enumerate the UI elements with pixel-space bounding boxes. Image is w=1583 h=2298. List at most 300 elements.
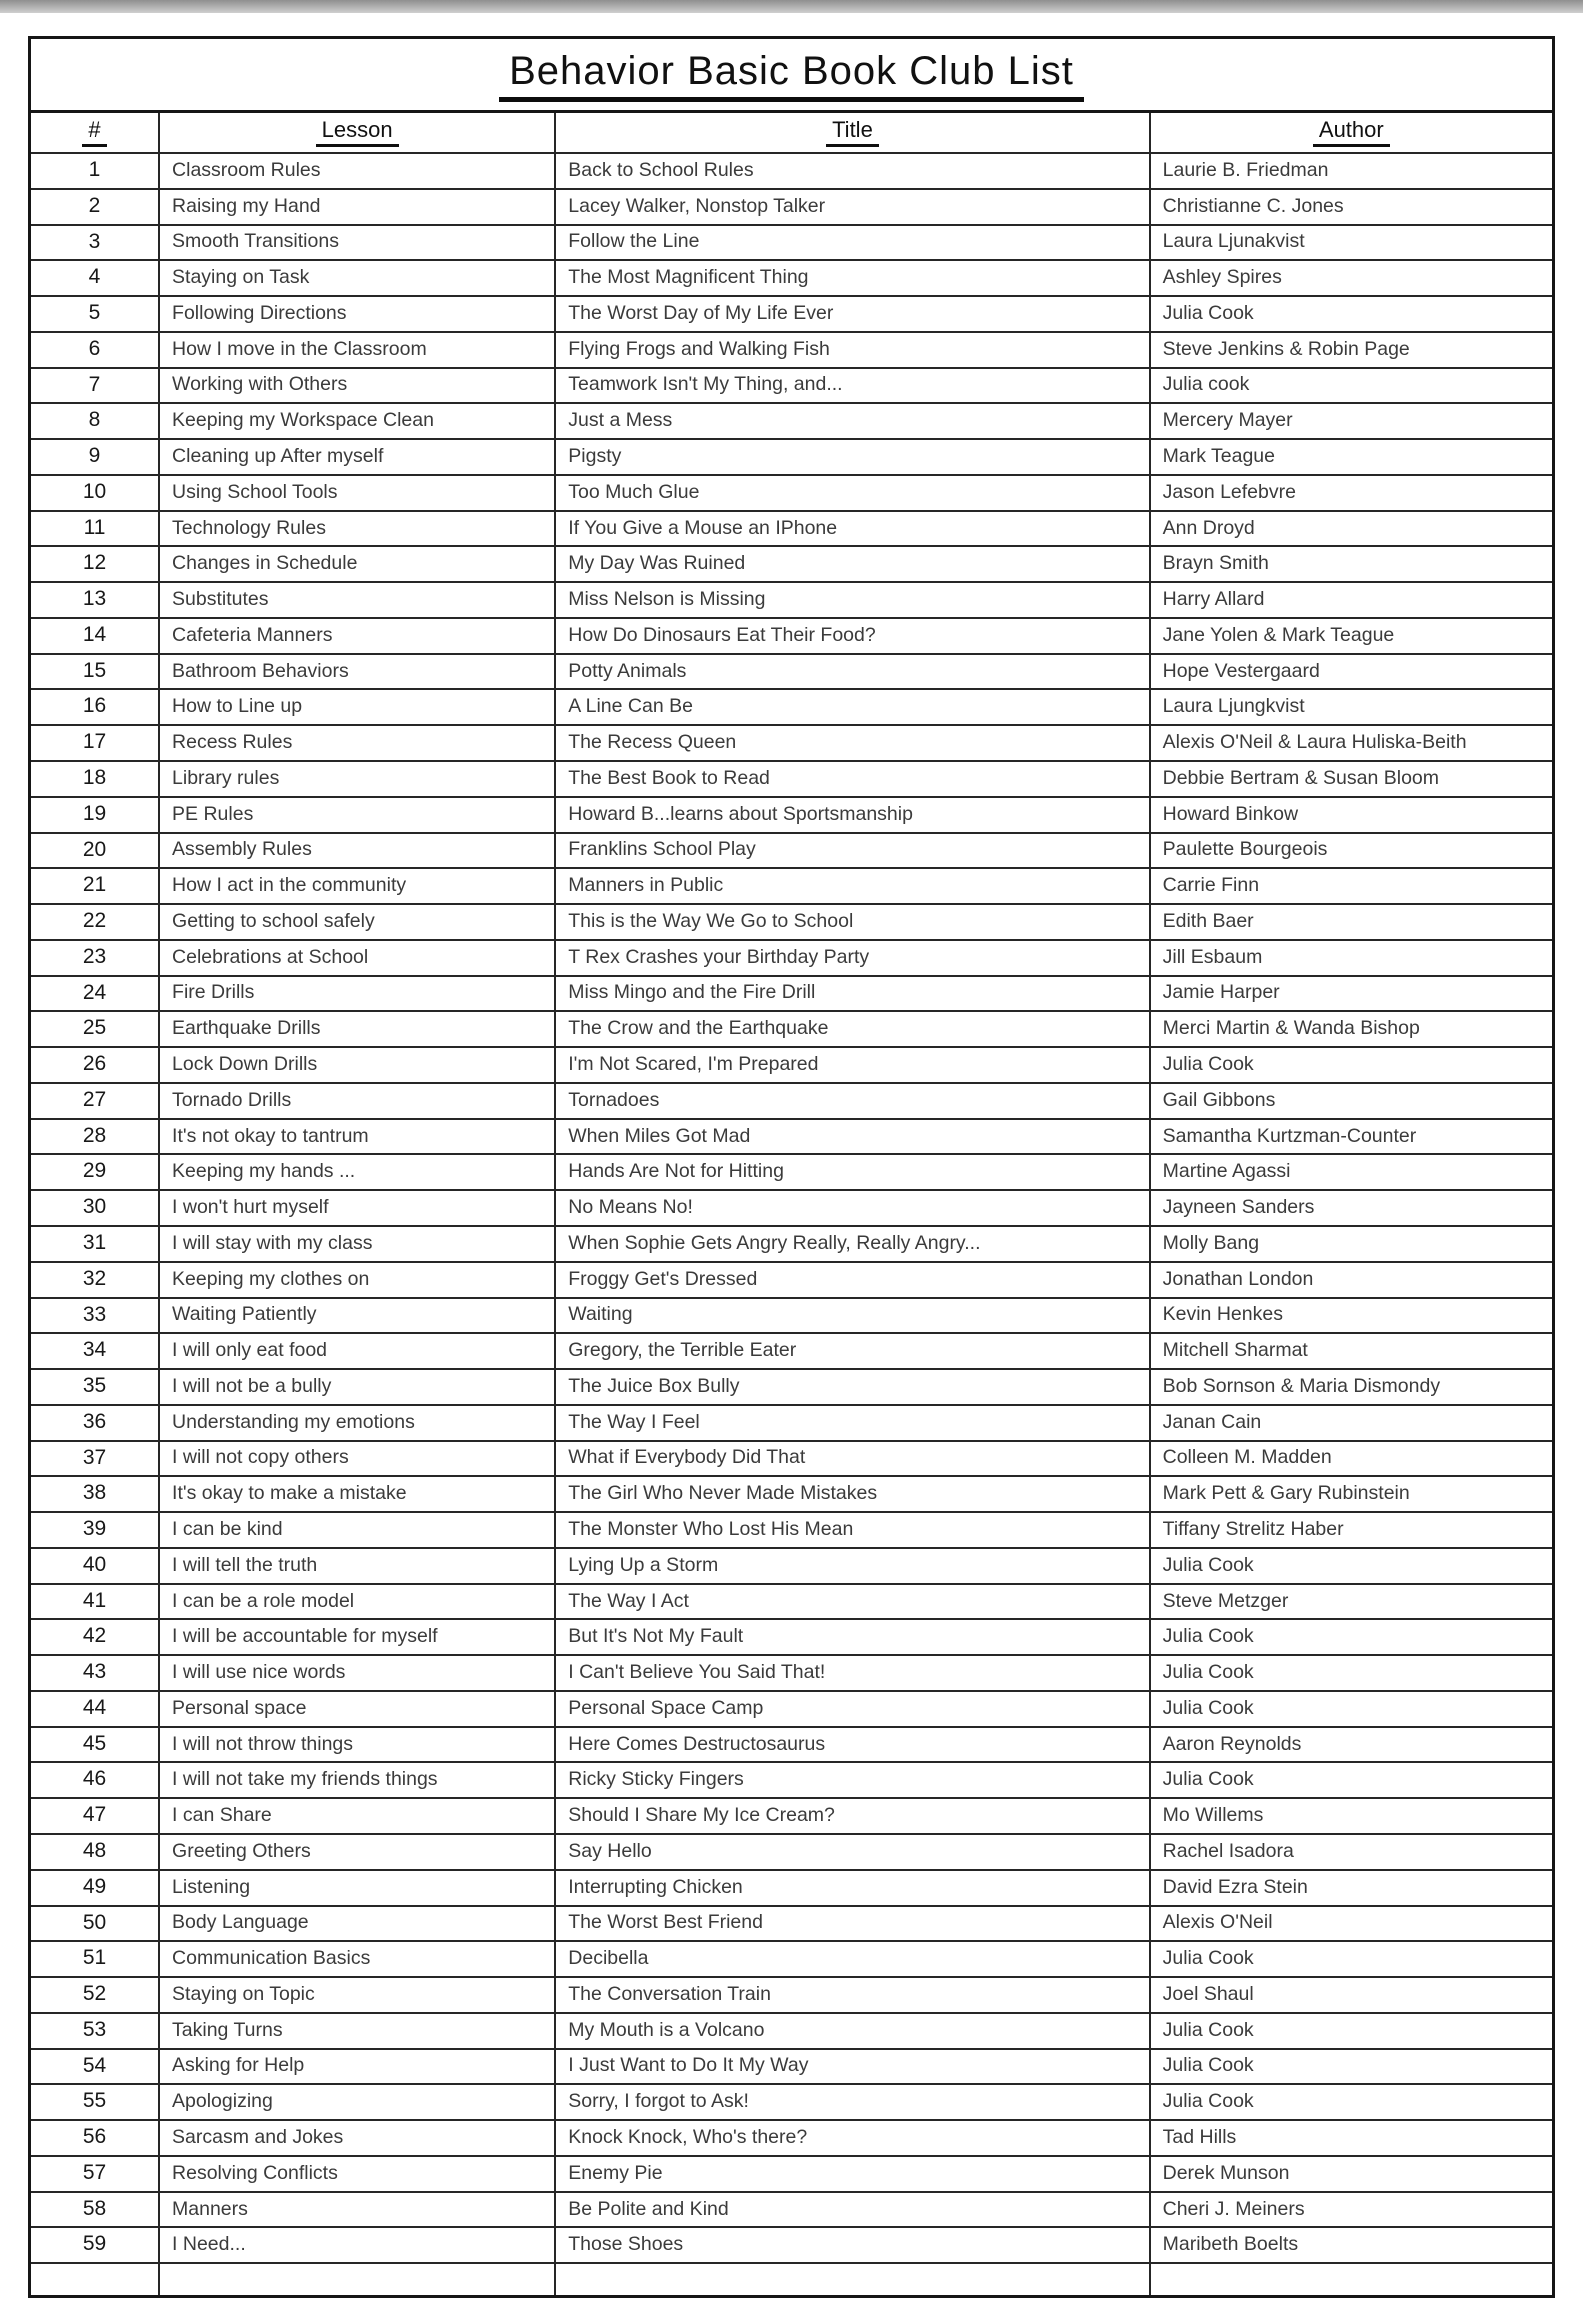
row-number-cell: 26 (30, 1047, 160, 1083)
lesson-cell: Keeping my clothes on (159, 1262, 555, 1298)
lesson-cell: Cafeteria Manners (159, 618, 555, 654)
table-row (30, 1584, 1554, 1620)
row-number-cell: 58 (30, 2192, 160, 2228)
title-cell: Just a Mess (555, 403, 1149, 439)
lesson-cell: Classroom Rules (159, 153, 555, 189)
row-number-cell: 32 (30, 1262, 160, 1298)
table-row (30, 1476, 1554, 1512)
row-number-cell: 53 (30, 2013, 160, 2049)
table-row (30, 1011, 1554, 1047)
title-cell: The Crow and the Earthquake (555, 1011, 1149, 1047)
row-number-cell: 44 (30, 1691, 160, 1727)
title-cell: Miss Nelson is Missing (555, 582, 1149, 618)
title-cell: The Conversation Train (555, 1977, 1149, 2013)
author-cell: Julia Cook (1150, 1762, 1554, 1798)
row-number-cell: 21 (30, 868, 160, 904)
book-club-table (28, 36, 1555, 2298)
title-cell: Knock Knock, Who's there? (555, 2120, 1149, 2156)
column-header-number: # (30, 112, 160, 154)
title-cell: I Just Want to Do It My Way (555, 2049, 1149, 2085)
author-cell: Edith Baer (1150, 904, 1554, 940)
row-number-cell: 52 (30, 1977, 160, 2013)
author-cell: Julia Cook (1150, 1655, 1554, 1691)
title-cell: The Most Magnificent Thing (555, 260, 1149, 296)
author-cell: Hope Vestergaard (1150, 654, 1554, 690)
lesson-cell: Assembly Rules (159, 833, 555, 869)
table-row (30, 1190, 1554, 1226)
author-cell: Brayn Smith (1150, 546, 1554, 582)
row-number-cell: 3 (30, 225, 160, 261)
title-cell: The Juice Box Bully (555, 1369, 1149, 1405)
table-row (30, 260, 1554, 296)
author-cell: Jonathan London (1150, 1262, 1554, 1298)
title-cell: What if Everybody Did That (555, 1441, 1149, 1477)
author-cell: Maribeth Boelts (1150, 2227, 1554, 2263)
table-row (30, 296, 1554, 332)
lesson-cell: I will not take my friends things (159, 1762, 555, 1798)
lesson-cell: Following Directions (159, 296, 555, 332)
lesson-cell: Changes in Schedule (159, 546, 555, 582)
row-number-cell: 22 (30, 904, 160, 940)
row-number-cell: 11 (30, 511, 160, 547)
table-row (30, 368, 1554, 404)
author-cell: Ashley Spires (1150, 260, 1554, 296)
title-cell: Gregory, the Terrible Eater (555, 1333, 1149, 1369)
lesson-cell: Understanding my emotions (159, 1405, 555, 1441)
title-cell: My Mouth is a Volcano (555, 2013, 1149, 2049)
title-cell: This is the Way We Go to School (555, 904, 1149, 940)
title-cell: The Way I Act (555, 1584, 1149, 1620)
lesson-cell: Recess Rules (159, 725, 555, 761)
lesson-cell: Manners (159, 2192, 555, 2228)
title-cell: The Monster Who Lost His Mean (555, 1512, 1149, 1548)
lesson-cell: Raising my Hand (159, 189, 555, 225)
lesson-cell: Working with Others (159, 368, 555, 404)
author-cell: Julia Cook (1150, 2049, 1554, 2085)
author-cell: Kevin Henkes (1150, 1298, 1554, 1334)
row-number-cell: 42 (30, 1619, 160, 1655)
table-row (30, 1119, 1554, 1155)
lesson-cell: I will use nice words (159, 1655, 555, 1691)
row-number-cell: 14 (30, 618, 160, 654)
row-number-cell: 59 (30, 2227, 160, 2263)
lesson-cell: Staying on Topic (159, 1977, 555, 2013)
title-cell: If You Give a Mouse an IPhone (555, 511, 1149, 547)
title-cell: Howard B...learns about Sportsmanship (555, 797, 1149, 833)
row-number-cell: 6 (30, 332, 160, 368)
row-number-cell: 10 (30, 475, 160, 511)
author-cell: Julia Cook (1150, 1619, 1554, 1655)
table-row (30, 725, 1554, 761)
author-cell: Julia cook (1150, 368, 1554, 404)
lesson-cell: Keeping my Workspace Clean (159, 403, 555, 439)
table-row (30, 904, 1554, 940)
table-row (30, 1226, 1554, 1262)
author-cell: Harry Allard (1150, 582, 1554, 618)
lesson-cell: Earthquake Drills (159, 1011, 555, 1047)
table-row (30, 1727, 1554, 1763)
row-number-cell: 49 (30, 1870, 160, 1906)
author-cell: Joel Shaul (1150, 1977, 1554, 2013)
lesson-cell: Waiting Patiently (159, 1298, 555, 1334)
lesson-cell: I Need... (159, 2227, 555, 2263)
row-number-cell: 39 (30, 1512, 160, 1548)
lesson-cell: Library rules (159, 761, 555, 797)
row-number-cell: 45 (30, 1727, 160, 1763)
lesson-cell (159, 2263, 555, 2297)
title-cell: Waiting (555, 1298, 1149, 1334)
title-cell: Pigsty (555, 439, 1149, 475)
title-cell: Too Much Glue (555, 475, 1149, 511)
author-cell (1150, 2263, 1554, 2297)
author-cell: Mercery Mayer (1150, 403, 1554, 439)
row-number-cell: 57 (30, 2156, 160, 2192)
title-cell: Decibella (555, 1941, 1149, 1977)
lesson-cell: It's not okay to tantrum (159, 1119, 555, 1155)
row-number-cell: 54 (30, 2049, 160, 2085)
lesson-cell: Cleaning up After myself (159, 439, 555, 475)
title-cell: Hands Are Not for Hitting (555, 1154, 1149, 1190)
author-cell: Julia Cook (1150, 1548, 1554, 1584)
author-cell: Gail Gibbons (1150, 1083, 1554, 1119)
author-cell: Rachel Isadora (1150, 1834, 1554, 1870)
column-header-title: Title (555, 112, 1149, 154)
author-cell: Mo Willems (1150, 1798, 1554, 1834)
table-row (30, 1870, 1554, 1906)
author-cell: Alexis O'Neil & Laura Huliska-Beith (1150, 725, 1554, 761)
author-cell: Colleen M. Madden (1150, 1441, 1554, 1477)
author-cell: Julia Cook (1150, 2084, 1554, 2120)
lesson-cell: Asking for Help (159, 2049, 555, 2085)
row-number-cell: 46 (30, 1762, 160, 1798)
row-number-cell: 9 (30, 439, 160, 475)
lesson-cell: I will only eat food (159, 1333, 555, 1369)
title-cell: The Recess Queen (555, 725, 1149, 761)
row-number-cell: 19 (30, 797, 160, 833)
title-cell: Miss Mingo and the Fire Drill (555, 976, 1149, 1012)
table-row (30, 761, 1554, 797)
row-number-cell: 29 (30, 1154, 160, 1190)
row-number-cell: 23 (30, 940, 160, 976)
author-cell: Mark Pett & Gary Rubinstein (1150, 1476, 1554, 1512)
row-number-cell: 37 (30, 1441, 160, 1477)
row-number-cell: 24 (30, 976, 160, 1012)
table-row (30, 2120, 1554, 2156)
lesson-cell: I will not be a bully (159, 1369, 555, 1405)
row-number-cell: 34 (30, 1333, 160, 1369)
table-row (30, 618, 1554, 654)
table-row (30, 332, 1554, 368)
row-number-cell: 31 (30, 1226, 160, 1262)
table-row (30, 1333, 1554, 1369)
row-number-cell: 25 (30, 1011, 160, 1047)
author-cell: Alexis O'Neil (1150, 1906, 1554, 1942)
author-cell: Julia Cook (1150, 1941, 1554, 1977)
title-cell: The Worst Day of My Life Ever (555, 296, 1149, 332)
table-row (30, 582, 1554, 618)
lesson-cell: Staying on Task (159, 260, 555, 296)
table-row (30, 1941, 1554, 1977)
title-cell: Froggy Get's Dressed (555, 1262, 1149, 1298)
table-row (30, 797, 1554, 833)
lesson-cell: I will tell the truth (159, 1548, 555, 1584)
table-row (30, 1369, 1554, 1405)
lesson-cell: Keeping my hands ... (159, 1154, 555, 1190)
row-number-cell: 2 (30, 189, 160, 225)
author-cell: Janan Cain (1150, 1405, 1554, 1441)
lesson-cell: I will stay with my class (159, 1226, 555, 1262)
title-cell: The Girl Who Never Made Mistakes (555, 1476, 1149, 1512)
lesson-cell: Using School Tools (159, 475, 555, 511)
title-cell: I'm Not Scared, I'm Prepared (555, 1047, 1149, 1083)
row-number-cell: 5 (30, 296, 160, 332)
lesson-cell: How to Line up (159, 689, 555, 725)
lesson-cell: I can be a role model (159, 1584, 555, 1620)
title-cell: A Line Can Be (555, 689, 1149, 725)
table-row (30, 475, 1554, 511)
table-row (30, 2084, 1554, 2120)
column-header-lesson: Lesson (159, 112, 555, 154)
lesson-cell: I will not copy others (159, 1441, 555, 1477)
lesson-cell: Substitutes (159, 582, 555, 618)
author-cell: Ann Droyd (1150, 511, 1554, 547)
title-cell: Should I Share My Ice Cream? (555, 1798, 1149, 1834)
scan-artifact-strip (0, 0, 1583, 13)
author-cell: Christianne C. Jones (1150, 189, 1554, 225)
table-row (30, 2049, 1554, 2085)
title-cell: Enemy Pie (555, 2156, 1149, 2192)
lesson-cell: Lock Down Drills (159, 1047, 555, 1083)
author-cell: Mark Teague (1150, 439, 1554, 475)
author-cell: Jane Yolen & Mark Teague (1150, 618, 1554, 654)
page-title: Behavior Basic Book Club List (499, 49, 1084, 102)
table-row (30, 1798, 1554, 1834)
table-row (30, 1655, 1554, 1691)
lesson-cell: Taking Turns (159, 2013, 555, 2049)
author-cell: Debbie Bertram & Susan Bloom (1150, 761, 1554, 797)
lesson-cell: I can be kind (159, 1512, 555, 1548)
row-number-cell: 50 (30, 1906, 160, 1942)
table-row (30, 1619, 1554, 1655)
title-cell: Manners in Public (555, 868, 1149, 904)
lesson-cell: Greeting Others (159, 1834, 555, 1870)
table-row (30, 976, 1554, 1012)
table-row (30, 403, 1554, 439)
row-number-cell: 43 (30, 1655, 160, 1691)
row-number-cell: 17 (30, 725, 160, 761)
author-cell: Julia Cook (1150, 1047, 1554, 1083)
row-number-cell: 4 (30, 260, 160, 296)
lesson-cell: Fire Drills (159, 976, 555, 1012)
row-number-cell: 27 (30, 1083, 160, 1119)
author-cell: Martine Agassi (1150, 1154, 1554, 1190)
title-cell: Say Hello (555, 1834, 1149, 1870)
lesson-cell: Celebrations at School (159, 940, 555, 976)
lesson-cell: Resolving Conflicts (159, 2156, 555, 2192)
title-cell: Potty Animals (555, 654, 1149, 690)
table-row (30, 1977, 1554, 2013)
table-row (30, 546, 1554, 582)
table-row (30, 1762, 1554, 1798)
author-cell: Merci Martin & Wanda Bishop (1150, 1011, 1554, 1047)
title-row (30, 38, 1554, 112)
author-cell: Laurie B. Friedman (1150, 153, 1554, 189)
author-cell: Julia Cook (1150, 2013, 1554, 2049)
lesson-cell: Getting to school safely (159, 904, 555, 940)
author-cell: Mitchell Sharmat (1150, 1333, 1554, 1369)
row-number-cell: 20 (30, 833, 160, 869)
lesson-cell: It's okay to make a mistake (159, 1476, 555, 1512)
table-row (30, 868, 1554, 904)
title-cell: When Miles Got Mad (555, 1119, 1149, 1155)
table-row (30, 2156, 1554, 2192)
table-row (30, 189, 1554, 225)
table-row (30, 439, 1554, 475)
author-cell: Jason Lefebvre (1150, 475, 1554, 511)
row-number-cell: 47 (30, 1798, 160, 1834)
title-cell: T Rex Crashes your Birthday Party (555, 940, 1149, 976)
author-cell: Steve Metzger (1150, 1584, 1554, 1620)
author-cell: Aaron Reynolds (1150, 1727, 1554, 1763)
row-number-cell: 18 (30, 761, 160, 797)
lesson-cell: I can Share (159, 1798, 555, 1834)
title-cell: Personal Space Camp (555, 1691, 1149, 1727)
table-row (30, 654, 1554, 690)
title-cell: Be Polite and Kind (555, 2192, 1149, 2228)
lesson-cell: How I move in the Classroom (159, 332, 555, 368)
lesson-cell: I won't hurt myself (159, 1190, 555, 1226)
author-cell: Molly Bang (1150, 1226, 1554, 1262)
title-cell: Lacey Walker, Nonstop Talker (555, 189, 1149, 225)
row-number-cell: 30 (30, 1190, 160, 1226)
author-cell: Bob Sornson & Maria Dismondy (1150, 1369, 1554, 1405)
header-row (30, 112, 1554, 154)
lesson-cell: PE Rules (159, 797, 555, 833)
table-row (30, 1512, 1554, 1548)
lesson-cell: Sarcasm and Jokes (159, 2120, 555, 2156)
table-row (30, 2192, 1554, 2228)
author-cell: Derek Munson (1150, 2156, 1554, 2192)
table-row (30, 1083, 1554, 1119)
author-cell: Julia Cook (1150, 1691, 1554, 1727)
row-number-cell: 48 (30, 1834, 160, 1870)
row-number-cell (30, 2263, 160, 2297)
row-number-cell: 38 (30, 1476, 160, 1512)
table-row (30, 833, 1554, 869)
table-row (30, 1906, 1554, 1942)
title-cell: Teamwork Isn't My Thing, and... (555, 368, 1149, 404)
title-cell: But It's Not My Fault (555, 1619, 1149, 1655)
title-cell: Flying Frogs and Walking Fish (555, 332, 1149, 368)
title-cell: How Do Dinosaurs Eat Their Food? (555, 618, 1149, 654)
title-cell: I Can't Believe You Said That! (555, 1655, 1149, 1691)
author-cell: Laura Ljunakvist (1150, 225, 1554, 261)
lesson-cell: Smooth Transitions (159, 225, 555, 261)
lesson-cell: I will be accountable for myself (159, 1619, 555, 1655)
title-cell (555, 2263, 1149, 2297)
lesson-cell: Communication Basics (159, 1941, 555, 1977)
lesson-cell: How I act in the community (159, 868, 555, 904)
table-row (30, 1548, 1554, 1584)
author-cell: David Ezra Stein (1150, 1870, 1554, 1906)
lesson-cell: Apologizing (159, 2084, 555, 2120)
table-row (30, 1262, 1554, 1298)
table-row (30, 1441, 1554, 1477)
row-number-cell: 40 (30, 1548, 160, 1584)
table-row (30, 1691, 1554, 1727)
row-number-cell: 33 (30, 1298, 160, 1334)
row-number-cell: 35 (30, 1369, 160, 1405)
row-number-cell: 36 (30, 1405, 160, 1441)
title-cell: The Best Book to Read (555, 761, 1149, 797)
title-cell: The Way I Feel (555, 1405, 1149, 1441)
lesson-cell: Tornado Drills (159, 1083, 555, 1119)
author-cell: Carrie Finn (1150, 868, 1554, 904)
row-number-cell: 56 (30, 2120, 160, 2156)
title-cell: The Worst Best Friend (555, 1906, 1149, 1942)
row-number-cell: 8 (30, 403, 160, 439)
table-row (30, 2227, 1554, 2263)
row-number-cell: 12 (30, 546, 160, 582)
table-body (30, 153, 1554, 2297)
lesson-cell: Technology Rules (159, 511, 555, 547)
title-cell: Interrupting Chicken (555, 1870, 1149, 1906)
table-row (30, 1154, 1554, 1190)
title-cell: Follow the Line (555, 225, 1149, 261)
title-cell: Here Comes Destructosaurus (555, 1727, 1149, 1763)
table-row (30, 1298, 1554, 1334)
title-cell: Those Shoes (555, 2227, 1149, 2263)
table-row (30, 1047, 1554, 1083)
author-cell: Tiffany Strelitz Haber (1150, 1512, 1554, 1548)
title-cell: Ricky Sticky Fingers (555, 1762, 1149, 1798)
row-number-cell: 1 (30, 153, 160, 189)
author-cell: Samantha Kurtzman-Counter (1150, 1119, 1554, 1155)
author-cell: Paulette Bourgeois (1150, 833, 1554, 869)
author-cell: Jill Esbaum (1150, 940, 1554, 976)
row-number-cell: 13 (30, 582, 160, 618)
title-cell: When Sophie Gets Angry Really, Really Angry... (555, 1226, 1149, 1262)
title-cell: Tornadoes (555, 1083, 1149, 1119)
author-cell: Julia Cook (1150, 296, 1554, 332)
table-row (30, 2263, 1554, 2297)
title-cell: Back to School Rules (555, 153, 1149, 189)
row-number-cell: 55 (30, 2084, 160, 2120)
table-row (30, 689, 1554, 725)
title-cell: No Means No! (555, 1190, 1149, 1226)
column-header-author: Author (1150, 112, 1554, 154)
author-cell: Jamie Harper (1150, 976, 1554, 1012)
row-number-cell: 51 (30, 1941, 160, 1977)
row-number-cell: 7 (30, 368, 160, 404)
table-row (30, 511, 1554, 547)
author-cell: Jayneen Sanders (1150, 1190, 1554, 1226)
table-row (30, 1405, 1554, 1441)
row-number-cell: 16 (30, 689, 160, 725)
author-cell: Laura Ljungkvist (1150, 689, 1554, 725)
table-row (30, 2013, 1554, 2049)
author-cell: Steve Jenkins & Robin Page (1150, 332, 1554, 368)
row-number-cell: 28 (30, 1119, 160, 1155)
lesson-cell: Personal space (159, 1691, 555, 1727)
row-number-cell: 41 (30, 1584, 160, 1620)
table-row (30, 153, 1554, 189)
title-cell: Lying Up a Storm (555, 1548, 1149, 1584)
row-number-cell: 15 (30, 654, 160, 690)
title-cell: Franklins School Play (555, 833, 1149, 869)
table-row (30, 1834, 1554, 1870)
title-cell: Sorry, I forgot to Ask! (555, 2084, 1149, 2120)
